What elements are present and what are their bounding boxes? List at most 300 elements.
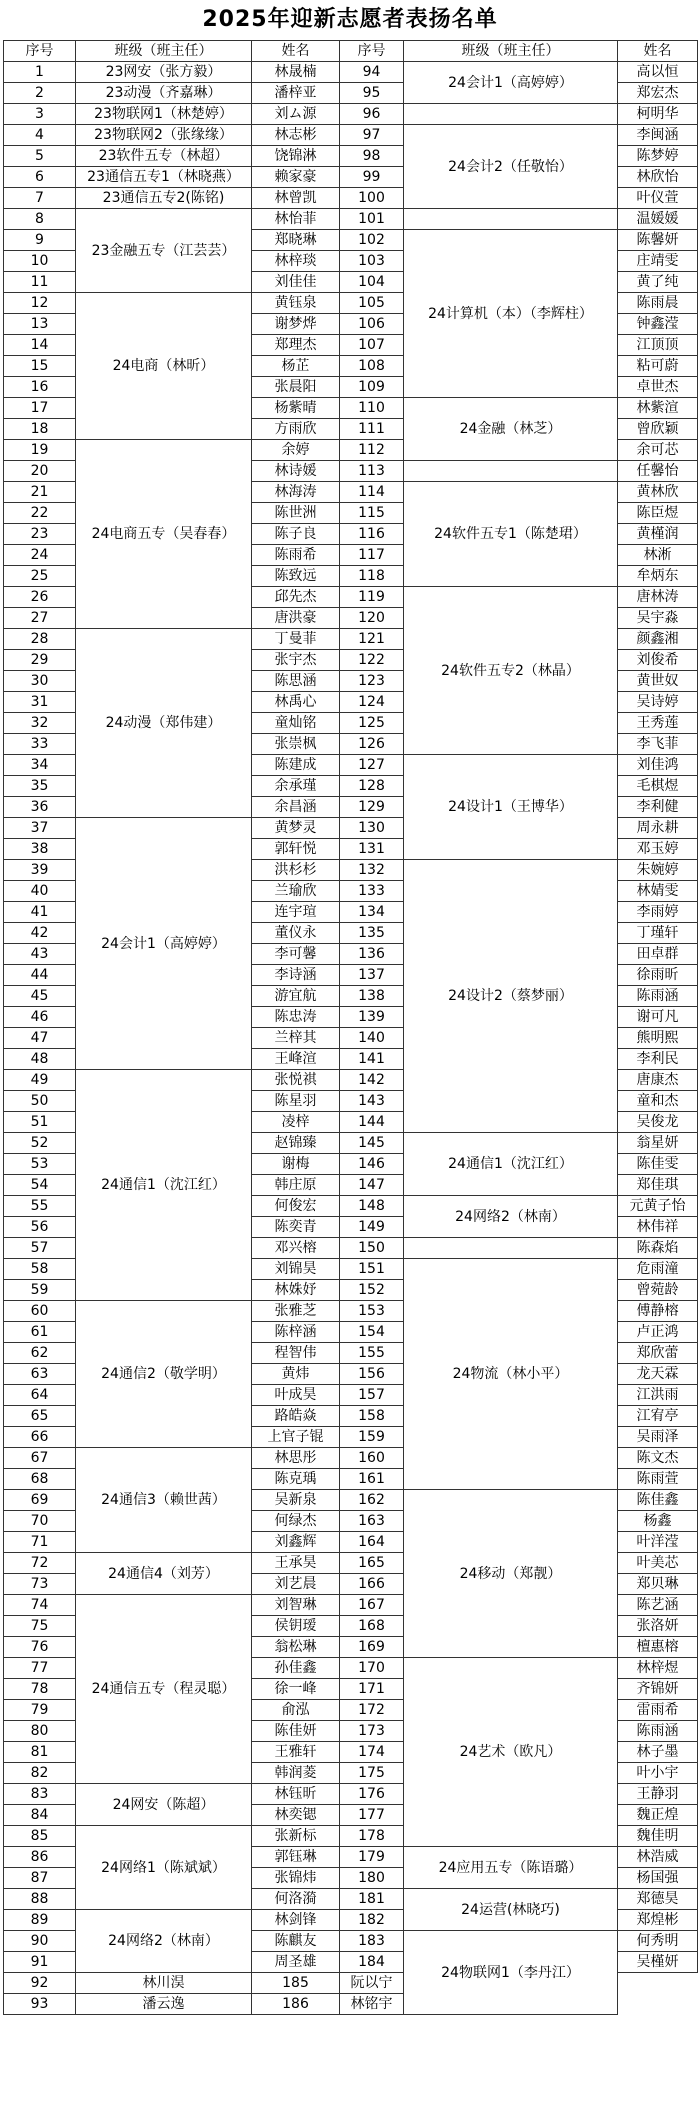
row-number: 54: [4, 1175, 76, 1196]
class-teacher-cell: 24电商（林昕）: [76, 293, 252, 440]
student-name: 郭轩悦: [252, 839, 340, 860]
student-name: 张新标: [252, 1826, 340, 1847]
row-number: 48: [4, 1049, 76, 1070]
row-number: 134: [340, 902, 404, 923]
student-name: 檀惠榕: [618, 1637, 698, 1658]
class-teacher-cell: [404, 461, 618, 482]
row-number: 119: [340, 587, 404, 608]
row-number: 133: [340, 881, 404, 902]
student-name: 杨国强: [618, 1868, 698, 1889]
row-number: 88: [4, 1889, 76, 1910]
row-number: 107: [340, 335, 404, 356]
row-number: 167: [340, 1595, 404, 1616]
row-number: 47: [4, 1028, 76, 1049]
row-number: 101: [340, 209, 404, 230]
row-number: 41: [4, 902, 76, 923]
row-number: 67: [4, 1448, 76, 1469]
header-cell: 班级（班主任）: [404, 41, 618, 62]
row-number: 130: [340, 818, 404, 839]
student-name: 陈忠涛: [252, 1007, 340, 1028]
row-number: 172: [340, 1700, 404, 1721]
row-number: 25: [4, 566, 76, 587]
student-name: 兰梓其: [252, 1028, 340, 1049]
student-name: 余承瑾: [252, 776, 340, 797]
student-name: 林奕锶: [252, 1805, 340, 1826]
row-number: 46: [4, 1007, 76, 1028]
class-teacher-cell: 24金融（林芝）: [404, 398, 618, 461]
student-name: 郭钰琳: [252, 1847, 340, 1868]
student-name: 郑宏杰: [618, 83, 698, 104]
student-name: 李闽涵: [618, 125, 698, 146]
row-number: 171: [340, 1679, 404, 1700]
student-name: 丁曼菲: [252, 629, 340, 650]
class-teacher-cell: 24会计1（高婷婷）: [404, 62, 618, 104]
row-number: 32: [4, 713, 76, 734]
class-teacher-cell: 24物流（林小平）: [404, 1259, 618, 1490]
student-name: 郑佳琪: [618, 1175, 698, 1196]
row-number: 138: [340, 986, 404, 1007]
row-number: 89: [4, 1910, 76, 1931]
row-number: 96: [340, 104, 404, 125]
row-number: 102: [340, 230, 404, 251]
student-name: 邱先杰: [252, 587, 340, 608]
student-name: 陈雨萱: [618, 1469, 698, 1490]
row-number: 143: [340, 1091, 404, 1112]
student-name: 吴新泉: [252, 1490, 340, 1511]
row-number: 109: [340, 377, 404, 398]
row-number: 9: [4, 230, 76, 251]
student-name: 郑理杰: [252, 335, 340, 356]
row-number: 61: [4, 1322, 76, 1343]
class-teacher-cell: 24通信3（赖世茜）: [76, 1448, 252, 1553]
student-name: 田卓群: [618, 944, 698, 965]
table-row: [4, 104, 698, 125]
student-name: 周永耕: [618, 818, 698, 839]
row-number: 122: [340, 650, 404, 671]
student-name: 陈森焰: [618, 1238, 698, 1259]
student-name: 林思彤: [252, 1448, 340, 1469]
student-name: 林志彬: [252, 125, 340, 146]
student-name: 林曾凯: [252, 188, 340, 209]
student-name: 任馨怡: [618, 461, 698, 482]
student-name: 林伟祥: [618, 1217, 698, 1238]
student-name: 陈世洲: [252, 503, 340, 524]
student-name: 郑德昊: [618, 1889, 698, 1910]
row-number: 115: [340, 503, 404, 524]
row-number: 52: [4, 1133, 76, 1154]
row-number: 158: [340, 1406, 404, 1427]
class-teacher-cell: 24通信五专（程灵聪）: [76, 1595, 252, 1784]
student-name: 江顶顶: [618, 335, 698, 356]
student-name: 傅静榕: [618, 1301, 698, 1322]
class-teacher-cell: 23网安（张方毅）: [76, 62, 252, 83]
row-number: 77: [4, 1658, 76, 1679]
student-name: 何洛漪: [252, 1889, 340, 1910]
row-number: 125: [340, 713, 404, 734]
student-name: 林晟楠: [252, 62, 340, 83]
class-teacher-cell: 23软件五专（林超）: [76, 146, 252, 167]
row-number: 94: [340, 62, 404, 83]
row-number: 11: [4, 272, 76, 293]
row-number: 38: [4, 839, 76, 860]
student-name: 黄钰泉: [252, 293, 340, 314]
row-number: 185: [252, 1973, 340, 1994]
row-number: 182: [340, 1910, 404, 1931]
row-number: 104: [340, 272, 404, 293]
student-name: 林禹心: [252, 692, 340, 713]
class-teacher-cell: 23物联网1（林楚婷）: [76, 104, 252, 125]
student-name: 李利民: [618, 1049, 698, 1070]
student-name: 刘ム源: [252, 104, 340, 125]
student-name: 潘梓亚: [252, 83, 340, 104]
student-name: 余可芯: [618, 440, 698, 461]
student-name: 朱婉婷: [618, 860, 698, 881]
student-name: 何俊宏: [252, 1196, 340, 1217]
student-name: 龙天霖: [618, 1364, 698, 1385]
header-cell: 姓名: [252, 41, 340, 62]
student-name: 林怡菲: [252, 209, 340, 230]
student-name: 陈佳雯: [618, 1154, 698, 1175]
student-name: 黄槿润: [618, 524, 698, 545]
row-number: 15: [4, 356, 76, 377]
row-number: 29: [4, 650, 76, 671]
class-teacher-cell: 24通信2（敬学明）: [76, 1301, 252, 1448]
student-name: 陈艺涵: [618, 1595, 698, 1616]
row-number: 19: [4, 440, 76, 461]
student-name: 陈雨涵: [618, 986, 698, 1007]
header-row: [4, 41, 698, 62]
student-name: 林淅: [618, 545, 698, 566]
row-number: 157: [340, 1385, 404, 1406]
row-number: 121: [340, 629, 404, 650]
student-name: 程智伟: [252, 1343, 340, 1364]
row-number: 173: [340, 1721, 404, 1742]
row-number: 79: [4, 1700, 76, 1721]
class-teacher-cell: 24软件五专1（陈楚珺）: [404, 482, 618, 587]
student-name: 高以恒: [618, 62, 698, 83]
student-name: 林诗媛: [252, 461, 340, 482]
row-number: 97: [340, 125, 404, 146]
student-name: 谢可凡: [618, 1007, 698, 1028]
student-name: 郑贝琳: [618, 1574, 698, 1595]
student-name: 王静羽: [618, 1784, 698, 1805]
row-number: 86: [4, 1847, 76, 1868]
row-number: 13: [4, 314, 76, 335]
row-number: 33: [4, 734, 76, 755]
class-teacher-cell: 24会计2（任敬怡）: [404, 125, 618, 209]
class-teacher-cell: 24网络2（林南）: [76, 1910, 252, 1973]
student-name: 韩润菱: [252, 1763, 340, 1784]
student-name: 林梓琰: [252, 251, 340, 272]
student-name: 何绿杰: [252, 1511, 340, 1532]
row-number: 179: [340, 1847, 404, 1868]
class-teacher-cell: 24网络1（陈斌斌）: [76, 1826, 252, 1910]
row-number: 74: [4, 1595, 76, 1616]
row-number: 117: [340, 545, 404, 566]
row-number: 73: [4, 1574, 76, 1595]
row-number: 166: [340, 1574, 404, 1595]
row-number: 148: [340, 1196, 404, 1217]
student-name: 林子墨: [618, 1742, 698, 1763]
row-number: 93: [4, 1994, 76, 2015]
student-name: 杨鑫: [618, 1511, 698, 1532]
student-name: 林铭宇: [340, 1994, 404, 2015]
row-number: 128: [340, 776, 404, 797]
student-name: 谢梅: [252, 1154, 340, 1175]
class-teacher-cell: 23动漫（齐嘉琳）: [76, 83, 252, 104]
student-name: 杨芷: [252, 356, 340, 377]
student-name: 叶仪萱: [618, 188, 698, 209]
class-teacher-cell: 24动漫（郑伟建）: [76, 629, 252, 818]
student-name: 方雨欣: [252, 419, 340, 440]
table-row: [4, 209, 698, 230]
student-name: 陈思涵: [252, 671, 340, 692]
class-teacher-cell: [404, 1238, 618, 1259]
row-number: 116: [340, 524, 404, 545]
student-name: 黄林欣: [618, 482, 698, 503]
row-number: 45: [4, 986, 76, 1007]
row-number: 65: [4, 1406, 76, 1427]
student-name: 危雨潼: [618, 1259, 698, 1280]
student-name: 邓兴榕: [252, 1238, 340, 1259]
student-name: 刘佳鸿: [618, 755, 698, 776]
row-number: 51: [4, 1112, 76, 1133]
row-number: 26: [4, 587, 76, 608]
student-name: 林钰昕: [252, 1784, 340, 1805]
student-name: 林川淏: [76, 1973, 252, 1994]
student-name: 魏佳明: [618, 1826, 698, 1847]
row-number: 95: [340, 83, 404, 104]
table-row: [4, 125, 698, 146]
student-name: 江宥亭: [618, 1406, 698, 1427]
class-teacher-cell: 24软件五专2（林晶）: [404, 587, 618, 755]
class-teacher-cell: 24应用五专（陈语璐）: [404, 1847, 618, 1889]
student-name: 林梓煜: [618, 1658, 698, 1679]
student-name: 余婷: [252, 440, 340, 461]
student-name: 郑煌彬: [618, 1910, 698, 1931]
class-teacher-cell: 24计算机（本）（李辉柱）: [404, 230, 618, 398]
student-name: 庄靖雯: [618, 251, 698, 272]
row-number: 80: [4, 1721, 76, 1742]
row-number: 59: [4, 1280, 76, 1301]
student-name: 叶小宇: [618, 1763, 698, 1784]
row-number: 155: [340, 1343, 404, 1364]
row-number: 63: [4, 1364, 76, 1385]
student-name: 凌梓: [252, 1112, 340, 1133]
student-name: 粘可蔚: [618, 356, 698, 377]
row-number: 18: [4, 419, 76, 440]
row-number: 144: [340, 1112, 404, 1133]
page-title: 2025年迎新志愿者表扬名单: [202, 7, 498, 32]
student-name: 上官子锟: [252, 1427, 340, 1448]
header-cell: 序号: [340, 41, 404, 62]
student-name: 叶美芯: [618, 1553, 698, 1574]
row-number: 56: [4, 1217, 76, 1238]
row-number: 78: [4, 1679, 76, 1700]
student-name: 陈文杰: [618, 1448, 698, 1469]
student-name: 钟鑫滢: [618, 314, 698, 335]
row-number: 136: [340, 944, 404, 965]
class-teacher-cell: [404, 209, 618, 230]
row-number: 58: [4, 1259, 76, 1280]
row-number: 64: [4, 1385, 76, 1406]
row-number: 145: [340, 1133, 404, 1154]
row-number: 113: [340, 461, 404, 482]
student-name: 刘艺晨: [252, 1574, 340, 1595]
student-name: 熊明熙: [618, 1028, 698, 1049]
row-number: 124: [340, 692, 404, 713]
student-name: 俞泓: [252, 1700, 340, 1721]
student-name: 丁瑾轩: [618, 923, 698, 944]
student-name: 路皓焱: [252, 1406, 340, 1427]
row-number: 4: [4, 125, 76, 146]
student-name: 童和杰: [618, 1091, 698, 1112]
student-name: 余昌涵: [252, 797, 340, 818]
class-teacher-cell: 24通信4（刘芳）: [76, 1553, 252, 1595]
student-name: 潘云逸: [76, 1994, 252, 2015]
row-number: 153: [340, 1301, 404, 1322]
row-number: 60: [4, 1301, 76, 1322]
row-number: 40: [4, 881, 76, 902]
class-teacher-cell: 24网络2（林南）: [404, 1196, 618, 1238]
row-number: 5: [4, 146, 76, 167]
row-number: 131: [340, 839, 404, 860]
student-name: 黄了纯: [618, 272, 698, 293]
row-number: 98: [340, 146, 404, 167]
student-name: 陈馨妍: [618, 230, 698, 251]
student-name: 刘鑫辉: [252, 1532, 340, 1553]
student-name: 齐锦妍: [618, 1679, 698, 1700]
row-number: 154: [340, 1322, 404, 1343]
class-teacher-cell: 24物联网1（李丹江）: [404, 1931, 618, 2015]
row-number: 14: [4, 335, 76, 356]
row-number: 10: [4, 251, 76, 272]
row-number: 159: [340, 1427, 404, 1448]
student-name: 林浩威: [618, 1847, 698, 1868]
row-number: 1: [4, 62, 76, 83]
row-number: 16: [4, 377, 76, 398]
row-number: 85: [4, 1826, 76, 1847]
row-number: 181: [340, 1889, 404, 1910]
row-number: 3: [4, 104, 76, 125]
student-name: 李飞菲: [618, 734, 698, 755]
student-name: 刘锦昊: [252, 1259, 340, 1280]
student-name: 吴诗婷: [618, 692, 698, 713]
row-number: 21: [4, 482, 76, 503]
row-number: 164: [340, 1532, 404, 1553]
student-name: 元黄子怡: [618, 1196, 698, 1217]
class-teacher-cell: [404, 104, 618, 125]
student-name: 吴槿妍: [618, 1952, 698, 1973]
row-number: 100: [340, 188, 404, 209]
row-number: 162: [340, 1490, 404, 1511]
row-number: 141: [340, 1049, 404, 1070]
student-name: 林紫渲: [618, 398, 698, 419]
row-number: 160: [340, 1448, 404, 1469]
row-number: 53: [4, 1154, 76, 1175]
student-name: 林海涛: [252, 482, 340, 503]
row-number: 156: [340, 1364, 404, 1385]
class-teacher-cell: 24移动（郑靓）: [404, 1490, 618, 1658]
student-name: 叶洋滢: [618, 1532, 698, 1553]
row-number: 127: [340, 755, 404, 776]
row-number: 103: [340, 251, 404, 272]
row-number: 75: [4, 1616, 76, 1637]
student-name: 张宇杰: [252, 650, 340, 671]
row-number: 82: [4, 1763, 76, 1784]
student-name: 周圣雄: [252, 1952, 340, 1973]
row-number: 137: [340, 965, 404, 986]
student-name: 陈子良: [252, 524, 340, 545]
student-name: 柯明华: [618, 104, 698, 125]
student-name: 郑晓琳: [252, 230, 340, 251]
row-number: 140: [340, 1028, 404, 1049]
table-row: [4, 62, 698, 83]
row-number: 135: [340, 923, 404, 944]
student-name: 何秀明: [618, 1931, 698, 1952]
row-number: 132: [340, 860, 404, 881]
student-name: 陈梓涵: [252, 1322, 340, 1343]
student-name: 陈臣煜: [618, 503, 698, 524]
row-number: 81: [4, 1742, 76, 1763]
table-body: [4, 62, 698, 2015]
row-number: 170: [340, 1658, 404, 1679]
row-number: 106: [340, 314, 404, 335]
row-number: 70: [4, 1511, 76, 1532]
student-name: 赖家豪: [252, 167, 340, 188]
row-number: 24: [4, 545, 76, 566]
student-name: 毛棋煜: [618, 776, 698, 797]
row-number: 112: [340, 440, 404, 461]
class-teacher-cell: 23通信五专1（林晓燕）: [76, 167, 252, 188]
student-name: 饶锦淋: [252, 146, 340, 167]
row-number: 68: [4, 1469, 76, 1490]
row-number: 57: [4, 1238, 76, 1259]
row-number: 43: [4, 944, 76, 965]
row-number: 178: [340, 1826, 404, 1847]
student-name: 陈雨晨: [618, 293, 698, 314]
row-number: 186: [252, 1994, 340, 2015]
row-number: 176: [340, 1784, 404, 1805]
class-teacher-cell: 24电商五专（吴春春）: [76, 440, 252, 629]
student-name: 唐康杰: [618, 1070, 698, 1091]
student-name: 温媛媛: [618, 209, 698, 230]
row-number: 62: [4, 1343, 76, 1364]
row-number: 184: [340, 1952, 404, 1973]
student-name: 陈佳鑫: [618, 1490, 698, 1511]
row-number: 146: [340, 1154, 404, 1175]
student-name: 张洛妍: [618, 1616, 698, 1637]
row-number: 152: [340, 1280, 404, 1301]
row-number: 8: [4, 209, 76, 230]
student-name: 王峰渲: [252, 1049, 340, 1070]
student-name: 张崇枫: [252, 734, 340, 755]
student-name: 林剑锋: [252, 1910, 340, 1931]
row-number: 20: [4, 461, 76, 482]
row-number: 174: [340, 1742, 404, 1763]
row-number: 12: [4, 293, 76, 314]
student-name: 陈雨涵: [618, 1721, 698, 1742]
student-name: 唐林涛: [618, 587, 698, 608]
student-name: 连宇瑄: [252, 902, 340, 923]
row-number: 142: [340, 1070, 404, 1091]
row-number: 6: [4, 167, 76, 188]
row-number: 34: [4, 755, 76, 776]
row-number: 44: [4, 965, 76, 986]
student-name: 刘俊希: [618, 650, 698, 671]
student-name: 侯钥瑷: [252, 1616, 340, 1637]
row-number: 31: [4, 692, 76, 713]
